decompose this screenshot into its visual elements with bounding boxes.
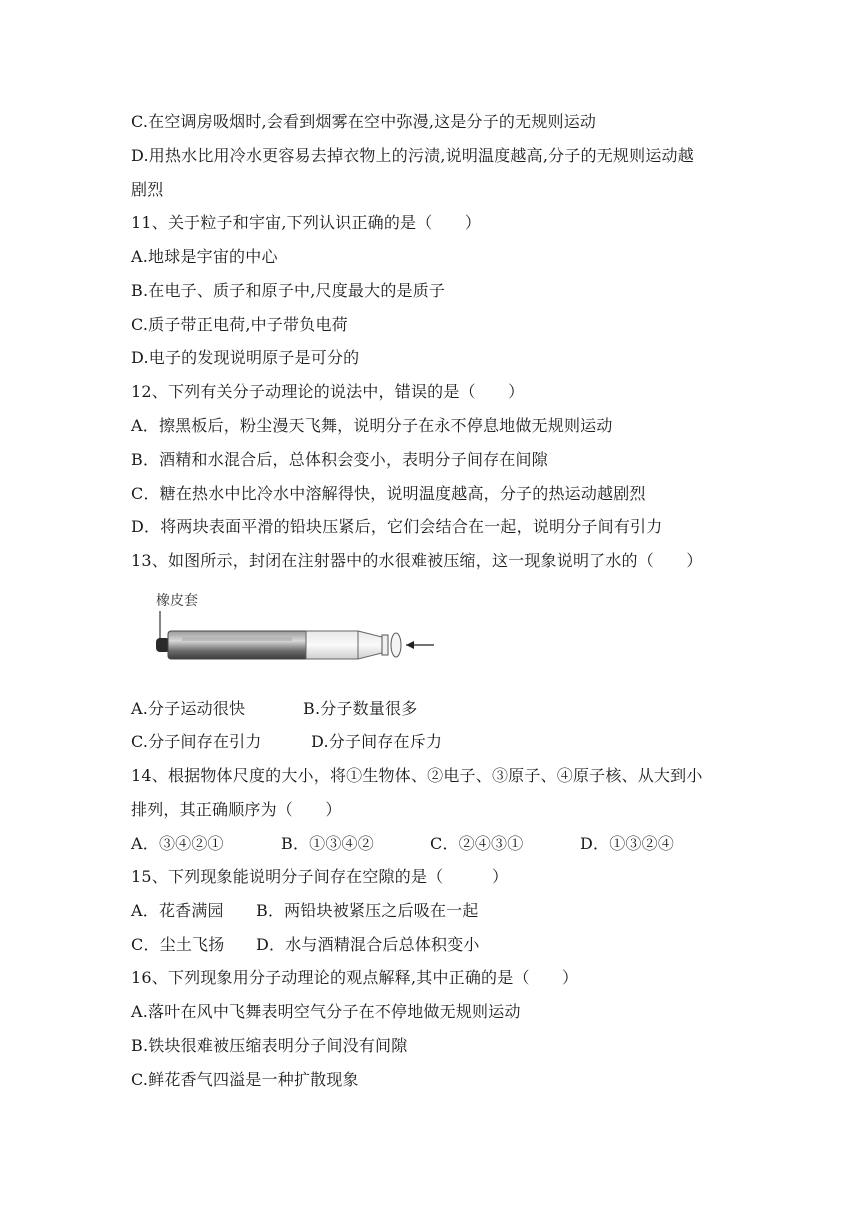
question-15-option-c: C．尘土飞扬 bbox=[131, 935, 225, 954]
question-11-option-c: C.质子带正电荷,中子带负电荷 bbox=[131, 315, 348, 334]
question-15-stem: 15、下列现象能说明分子间存在空隙的是（ ） bbox=[131, 867, 509, 886]
question-13-options-row-1 bbox=[131, 699, 417, 719]
question-16-option-a: A.落叶在风中飞舞表明空气分子在不停地做无规则运动 bbox=[131, 1002, 521, 1021]
question-10-option-c: C.在空调房吸烟时,会看到烟雾在空中弥漫,这是分子的无规则运动 bbox=[131, 112, 597, 131]
question-12-option-b: B．酒精和水混合后，总体积会变小，表明分子间存在间隙 bbox=[131, 450, 548, 469]
question-14-option-b: B．①③④② bbox=[281, 834, 374, 853]
question-12-option-a: A．擦黑板后，粉尘漫天飞舞，说明分子在永不停息地做无规则运动 bbox=[131, 416, 613, 435]
question-15-options-row-2 bbox=[131, 935, 480, 955]
question-11-stem: 11、关于粒子和宇宙,下列认识正确的是（ ） bbox=[131, 213, 482, 232]
question-14-stem: 14、根据物体尺度的大小，将①生物体、②电子、③原子、④原子核、从大到小 bbox=[131, 766, 703, 785]
question-13-option-c: C.分子间存在引力 bbox=[131, 732, 262, 751]
question-12-option-c: C．糖在热水中比冷水中溶解得快，说明温度越高，分子的热运动越剧烈 bbox=[131, 484, 646, 503]
question-16-option-b: B.铁块很难被压缩表明分子间没有间隙 bbox=[131, 1036, 408, 1055]
question-11-option-d: D.电子的发现说明原子是可分的 bbox=[131, 348, 360, 367]
question-15-option-d: D．水与酒精混合后总体积变小 bbox=[256, 935, 480, 954]
question-15-option-a: A．花香满园 bbox=[131, 901, 224, 920]
question-14-stem-continued: 排列，其正确顺序为（ ） bbox=[131, 800, 342, 819]
question-13-option-a: A.分子运动很快 bbox=[131, 699, 246, 718]
question-14-option-a: A．③④②① bbox=[131, 834, 224, 853]
rubber-cap-label: 橡皮套 bbox=[156, 593, 198, 609]
question-14-options bbox=[131, 834, 674, 854]
question-11-option-a: A.地球是宇宙的中心 bbox=[131, 247, 278, 266]
question-12-option-d: D．将两块表面平滑的铅块压紧后，它们会结合在一起，说明分子间有引力 bbox=[131, 517, 663, 536]
question-10-option-d: D.用热水比用冷水更容易去掉衣物上的污渍,说明温度越高,分子的无规则运动越 bbox=[131, 146, 694, 165]
question-10-option-d-continued: 剧烈 bbox=[131, 180, 164, 199]
question-13-options-row-2 bbox=[131, 732, 442, 752]
question-16-option-c: C.鲜花香气四溢是一种扩散现象 bbox=[131, 1070, 359, 1089]
question-11-option-b: B.在电子、质子和原子中,尺度最大的是质子 bbox=[131, 281, 446, 300]
question-13-option-d: D.分子间存在斥力 bbox=[311, 732, 443, 751]
question-14-option-c: C．②④③① bbox=[430, 834, 524, 853]
question-14-option-d: D．①③②④ bbox=[580, 834, 675, 853]
question-15-options-row-1 bbox=[131, 901, 479, 921]
question-12-stem: 12、下列有关分子动理论的说法中，错误的是（ ） bbox=[131, 382, 525, 401]
question-16-stem: 16、下列现象用分子动理论的观点解释,其中正确的是（ ） bbox=[131, 968, 579, 987]
syringe-figure bbox=[152, 593, 442, 665]
question-15-option-b: B．两铅块被紧压之后吸在一起 bbox=[256, 901, 479, 920]
question-13-stem: 13、如图所示，封闭在注射器中的水很难被压缩，这一现象说明了水的（ ） bbox=[131, 551, 703, 570]
question-13-option-b: B.分子数量很多 bbox=[303, 699, 418, 718]
